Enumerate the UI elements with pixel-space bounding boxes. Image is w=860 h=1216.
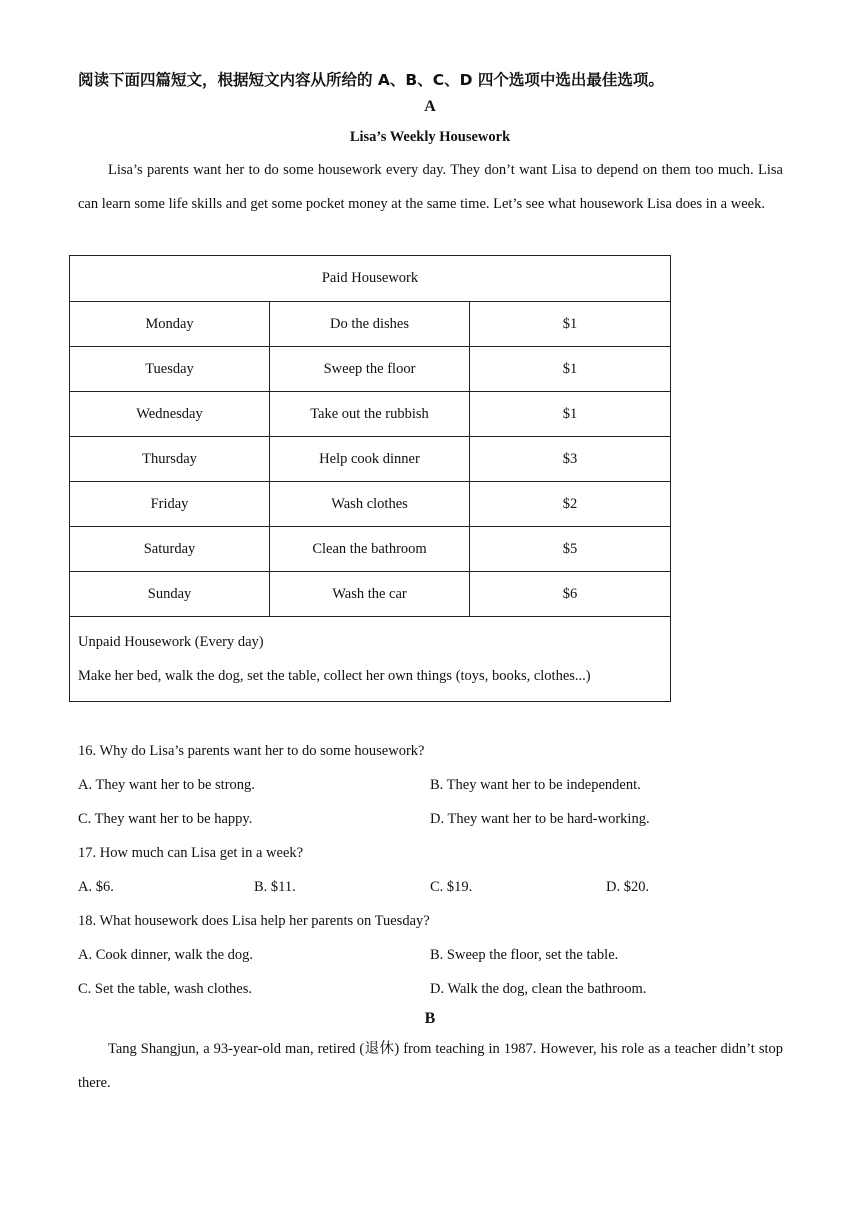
question-17-stem: 17. How much can Lisa get in a week?	[78, 845, 304, 861]
table-row	[70, 527, 671, 572]
pay-cell: $2	[470, 482, 671, 527]
question-16-option-d[interactable]: D. They want her to be hard-working.	[430, 811, 650, 827]
table-row	[70, 572, 671, 617]
pay-cell: $1	[470, 302, 671, 347]
question-16-option-a[interactable]: A. They want her to be strong.	[78, 777, 255, 793]
question-17-option-a[interactable]: A. $6.	[78, 879, 114, 895]
task-cell: Do the dishes	[270, 302, 470, 347]
instruction-text: 阅读下面四篇短文，根据短文内容从所给的 A、B、C、D 四个选项中选出最佳选项。	[78, 71, 664, 89]
table-row	[70, 302, 671, 347]
housework-table	[69, 255, 671, 702]
day-cell: Friday	[70, 482, 270, 527]
pay-cell: $5	[470, 527, 671, 572]
day-cell: Monday	[70, 302, 270, 347]
passage-a-label: A	[424, 98, 436, 115]
table-row	[70, 482, 671, 527]
task-cell: Sweep the floor	[270, 347, 470, 392]
task-cell: Wash the car	[270, 572, 470, 617]
day-cell: Wednesday	[70, 392, 270, 437]
table-header: Paid Housework	[70, 256, 671, 302]
table-row	[70, 392, 671, 437]
passage-a-title: Lisa’s Weekly Housework	[349, 129, 511, 145]
unpaid-housework-cell	[70, 617, 671, 702]
passage-b-intro: Tang Shangjun, a 93-year-old man, retired (退休) from teaching in 1987. However, his role as a teacher didn’t stop there.	[78, 1041, 783, 1091]
task-cell: Help cook dinner	[270, 437, 470, 482]
table-row	[70, 437, 671, 482]
day-cell: Thursday	[70, 437, 270, 482]
unpaid-title: Unpaid Housework (Every day)	[78, 634, 264, 650]
question-18-option-a[interactable]: A. Cook dinner, walk the dog.	[78, 947, 254, 963]
task-cell: Take out the rubbish	[270, 392, 470, 437]
unpaid-text: Make her bed, walk the dog, set the table, collect her own things (toys, books, clothes...)	[78, 668, 591, 684]
pay-cell: $6	[470, 572, 671, 617]
passage-b-label: B	[424, 1010, 436, 1027]
question-18-stem: 18. What housework does Lisa help her parents on Tuesday?	[78, 913, 430, 929]
question-16-stem: 16. Why do Lisa’s parents want her to do some housework?	[78, 743, 425, 759]
day-cell: Sunday	[70, 572, 270, 617]
question-18-option-d[interactable]: D. Walk the dog, clean the bathroom.	[430, 981, 647, 997]
pay-cell: $1	[470, 392, 671, 437]
table-row	[70, 347, 671, 392]
question-16-option-b[interactable]: B. They want her to be independent.	[430, 777, 641, 793]
question-18-option-c[interactable]: C. Set the table, wash clothes.	[78, 981, 252, 997]
day-cell: Saturday	[70, 527, 270, 572]
day-cell: Tuesday	[70, 347, 270, 392]
question-17-option-d[interactable]: D. $20.	[606, 879, 650, 895]
pay-cell: $3	[470, 437, 671, 482]
task-cell: Clean the bathroom	[270, 527, 470, 572]
passage-a-intro: Lisa’s parents want her to do some housework every day. They don’t want Lisa to depend on them too much. Lisa can learn some life skills and get some pocket money at the same time. Let’s see what housework Lisa does in a week.	[78, 162, 783, 212]
task-cell: Wash clothes	[270, 482, 470, 527]
pay-cell: $1	[470, 347, 671, 392]
question-18-option-b[interactable]: B. Sweep the floor, set the table.	[430, 947, 619, 963]
question-17-option-c[interactable]: C. $19.	[430, 879, 473, 895]
question-16-option-c[interactable]: C. They want her to be happy.	[78, 811, 253, 827]
question-17-option-b[interactable]: B. $11.	[254, 879, 296, 895]
